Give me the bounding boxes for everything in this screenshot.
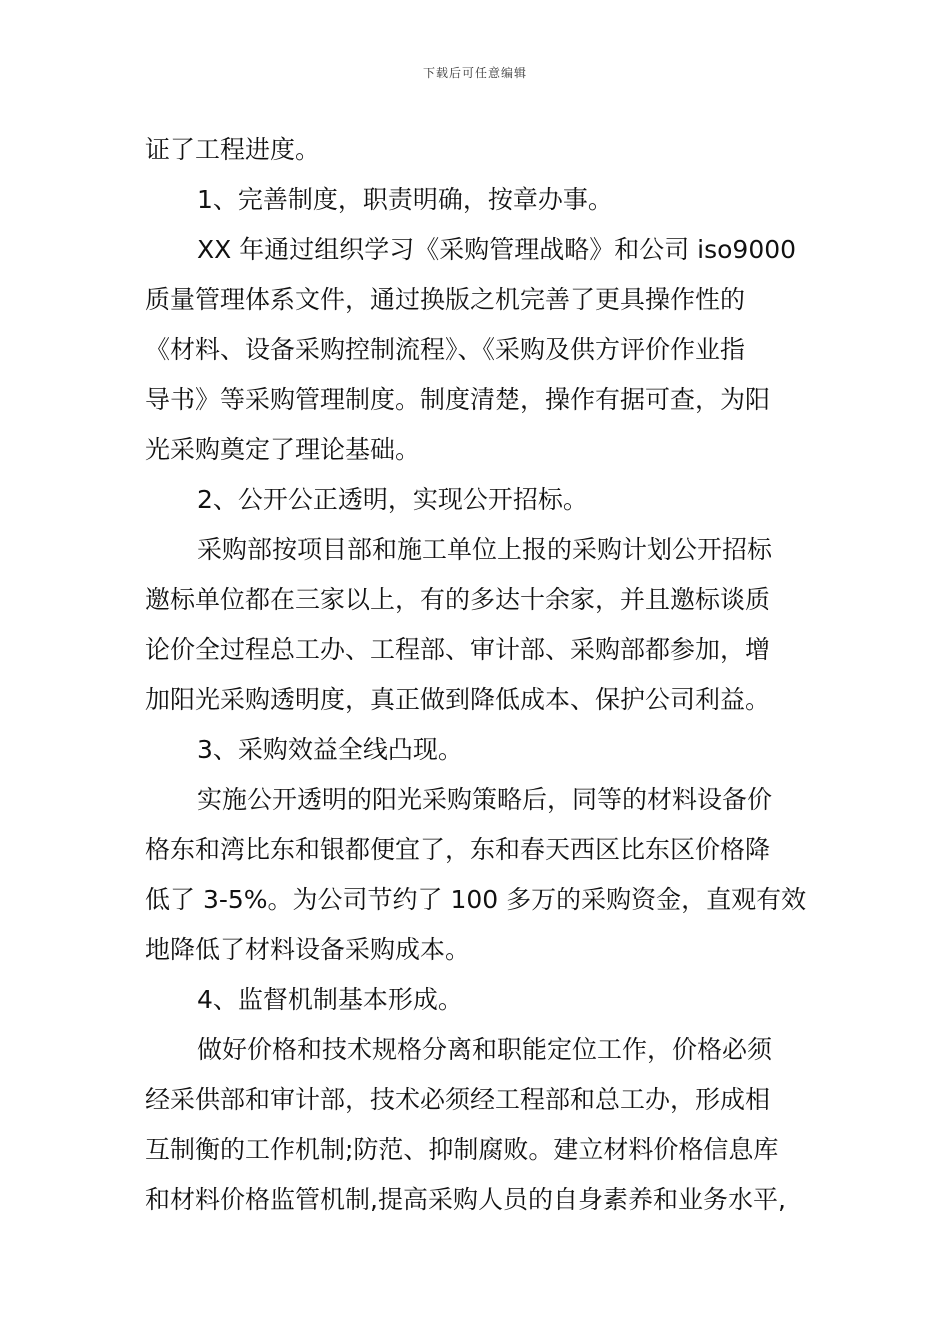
section-heading: 3、采购效益全线凸现。 [197,735,463,764]
text-line: 互制衡的工作机制;防范、抑制腐败。建立材料价格信息库 [145,1135,779,1164]
page-header: 下载后可任意编辑 [422,66,527,80]
text-line: XX 年通过组织学习《采购管理战略》和公司 iso9000 [197,235,797,264]
text-line: 导书》等采购管理制度。制度清楚，操作有据可查，为阳 [145,385,771,414]
text-line: 论价全过程总工办、工程部、审计部、采购部都参加，增 [145,635,771,664]
text-line: 加阳光采购透明度，真正做到降低成本、保护公司利益。 [145,685,771,714]
section-heading: 4、监督机制基本形成。 [197,985,463,1014]
section-heading: 1、完善制度，职责明确，按章办事。 [197,185,613,214]
text-line: 格东和湾比东和银都便宜了，东和春天西区比东区价格降 [145,835,771,864]
text-line: 经采供部和审计部，技术必须经工程部和总工办，形成相 [145,1085,771,1114]
text-line: 质量管理体系文件，通过换版之机完善了更具操作性的 [145,285,746,314]
text-line: 《材料、设备采购控制流程》、《采购及供方评价作业指 [145,335,746,364]
text-line: 光采购奠定了理论基础。 [145,435,421,464]
text-line: 实施公开透明的阳光采购策略后，同等的材料设备价 [197,785,773,814]
text-line: 邀标单位都在三家以上，有的多达十余家，并且邀标谈质 [145,585,771,614]
document-body [145,125,810,1225]
text-line: 采购部按项目部和施工单位上报的采购计划公开招标 [197,535,773,564]
text-line: 和材料价格监管机制,提高采购人员的自身素养和业务水平, [145,1185,786,1214]
text-line: 证了工程进度。 [145,135,321,164]
text-line: 地降低了材料设备采购成本。 [145,935,471,964]
text-line: 低了 3-5%。为公司节约了 100 多万的采购资金，直观有效 [145,885,807,914]
text-line: 做好价格和技术规格分离和职能定位工作，价格必须 [197,1035,773,1064]
section-heading: 2、公开公正透明，实现公开招标。 [197,485,588,514]
